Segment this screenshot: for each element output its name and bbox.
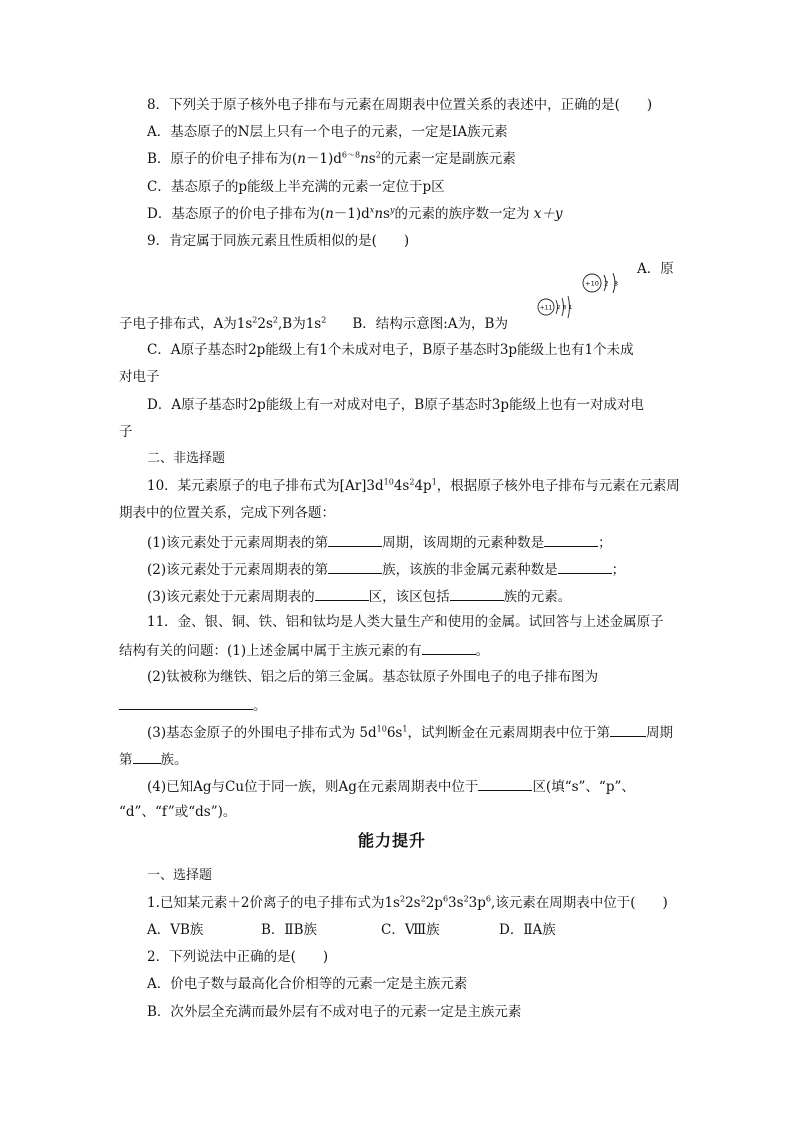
question-11-part-3-line2: 第 族。	[119, 749, 188, 769]
answer-blank[interactable]	[133, 749, 161, 764]
atom-structure-diagram-b	[535, 290, 575, 324]
svg-text:2: 2	[556, 305, 561, 311]
practice-question-2-option-a: A．价电子数与最高化合价相等的元素一定是主族元素	[147, 976, 468, 992]
answer-blank[interactable]	[558, 559, 612, 574]
section-title-ability: 能力提升	[358, 831, 427, 850]
question-11-part-3: (3)基态金原子的外围电子排布式为 $5d^{10}6s^1$，试判断金在元素周期表中位于第 周期	[147, 722, 673, 742]
question-11-line1: 11．金、银、铜、铁、铝和钛均是人类大量生产和使用的金属。试回答与上述金属原子	[147, 614, 664, 630]
svg-text:+10: +10	[585, 279, 599, 288]
answer-blank[interactable]	[478, 776, 532, 791]
question-10-part-1: (1)该元素处于元素周期表的第 周期，该周期的元素种数是 ；	[147, 532, 612, 552]
svg-text:8: 8	[613, 279, 619, 288]
answer-blank[interactable]	[422, 640, 476, 655]
question-9-option-c-line2: 对电子	[119, 369, 160, 385]
question-11-part-2-blank-line: 。	[119, 695, 267, 715]
section-heading-choice: 一、选择题	[147, 868, 213, 883]
question-8-stem: 8．下列关于原子核外电子排布与元素在周期表中位置关系的表述中，正确的是( )	[147, 97, 653, 113]
question-11-part-2: (2)钛被称为继铁、铝之后的第三金属。基态钛原子外围电子的电子排布图为	[147, 669, 599, 685]
question-10-part-3: (3)该元素处于元素周期表的 区，该区包括 族的元素。	[147, 586, 571, 606]
practice-question-1-option-c: C．Ⅷ族	[381, 922, 440, 938]
question-9-option-a-label: A．原	[637, 261, 674, 277]
question-9-option-d-line2: 子	[119, 424, 133, 440]
practice-question-2-option-b: B．次外层全充满而最外层有不成对电子的元素一定是主族元素	[147, 1004, 522, 1020]
answer-blank[interactable]	[119, 695, 253, 710]
answer-blank[interactable]	[328, 559, 382, 574]
atom-structure-diagram-a	[580, 266, 630, 300]
question-10-part-2: (2)该元素处于元素周期表的第 族，该族的非金属元素种数是 ；	[147, 559, 625, 579]
svg-text:2: 2	[604, 279, 609, 288]
question-8-option-c: C．基态原子的p能级上半充满的元素一定位于p区	[147, 179, 445, 195]
practice-question-1-option-b: B．ⅡB族	[261, 922, 318, 938]
answer-blank[interactable]	[328, 532, 382, 547]
svg-text:1: 1	[568, 305, 573, 311]
answer-blank[interactable]	[315, 586, 369, 601]
question-9-option-d-line1: D．A原子基态时2p能级上有一对成对电子，B原子基态时3p能级上也有一对成对电	[147, 397, 644, 413]
question-8-option-b: B．原子的价电子排布为$(n-1)d^{6\sim 8}ns^2$的元素一定是副族元素	[147, 150, 516, 167]
question-9-option-c-line1: C．A原子基态时2p能级上有1个未成对电子，B原子基态时3p能级上也有1个未成	[147, 342, 634, 358]
question-11-part-4-line2: “d”、“f”或“ds”)。	[119, 804, 237, 820]
section-heading-non-choice: 二、非选择题	[147, 451, 226, 466]
question-8-option-a: A．基态原子的N层上只有一个电子的元素，一定是ⅠA族元素	[147, 124, 508, 140]
answer-blank[interactable]	[610, 722, 646, 737]
practice-question-1-stem: 1.已知某元素＋2价离子的电子排布式为$1s^22s^22p^63s^23p^6$,该元素在周期表中位于( )	[147, 894, 668, 911]
question-8-option-d: D．基态原子的价电子排布为$(n-1)d^xns^y$的元素的族序数一定为 x＋y	[147, 205, 563, 222]
answer-blank[interactable]	[450, 586, 504, 601]
practice-question-1-option-d: D．ⅡA族	[499, 922, 556, 938]
question-9-stem: 9．肯定属于同族元素且性质相似的是( )	[147, 233, 410, 249]
practice-question-2-stem: 2．下列说法中正确的是( )	[147, 949, 329, 965]
answer-blank[interactable]	[544, 532, 598, 547]
question-10-line2: 期表中的位置关系，完成下列各题：	[119, 505, 335, 521]
practice-question-1-option-a: A．ⅤB族	[147, 922, 204, 938]
svg-text:8: 8	[562, 305, 567, 311]
question-11-part-4: (4)已知Ag与Cu位于同一族，则Ag在元素周期表中位于 区(填“s”、“p”、	[147, 776, 635, 796]
question-11-line2: 结构有关的问题：(1)上述金属中属于主族元素的有 。	[119, 640, 489, 660]
question-9-option-a-b-line: 子电子排布式，A为$1s^22s^2,B$为$1s^2$ B．结构示意图:A为，B为	[119, 315, 508, 332]
svg-text:+11: +11	[539, 304, 553, 312]
question-10-line1: 10．某元素原子的电子排布式为$[Ar]3d^{10}4s^24p^1$，根据原子核外电子排布与元素在元素周	[147, 477, 680, 494]
